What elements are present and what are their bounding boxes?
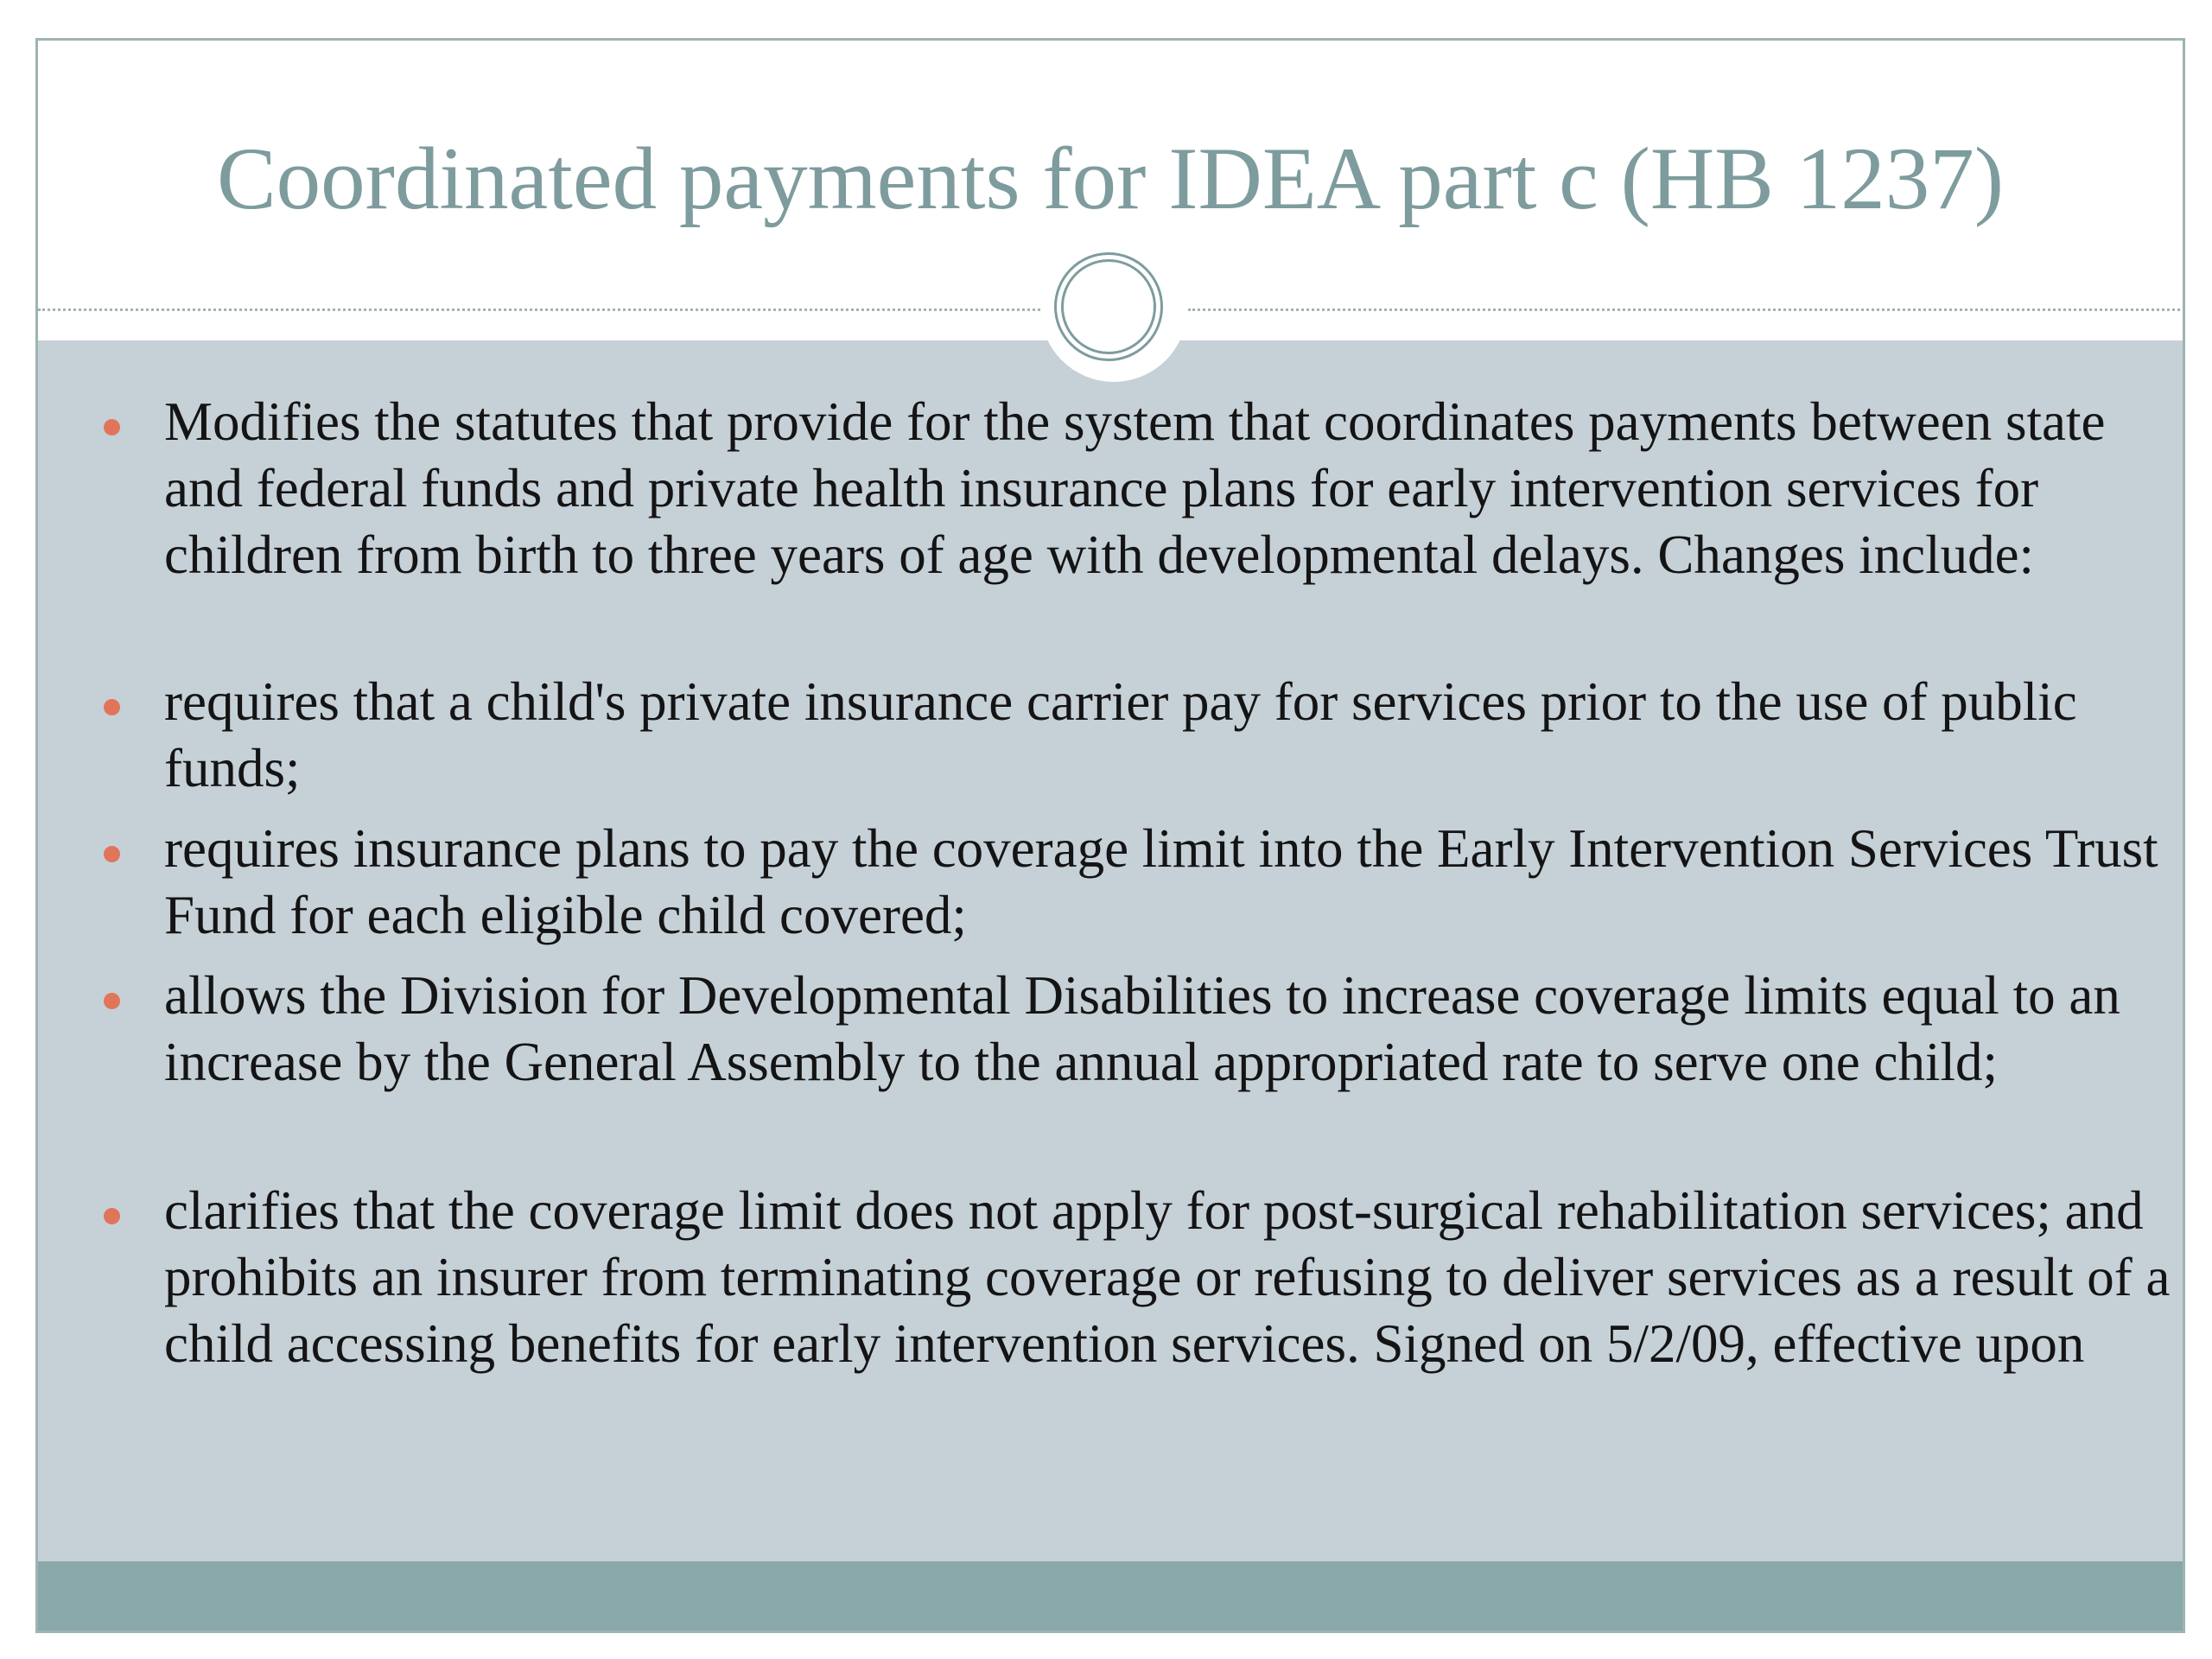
title-divider-right	[1188, 308, 2185, 311]
slide-title: Coordinated payments for IDEA part c (HB 1237)	[216, 130, 2005, 228]
slide	[35, 38, 2185, 1633]
bullet-text: Modifies the statutes that provide for the system that coordinates payments between state and federal funds and private health insurance plans for early intervention services for children from birth to three years of age with developmental delays. Changes include:	[164, 391, 2106, 585]
content-area	[38, 340, 2183, 1561]
bullet-dot-icon	[104, 699, 120, 715]
bullet-text: allows the Division for Developmental Disabilities to increase coverage limits equal to an increase by the General Assembly to the annual appropriated rate to serve one child;	[164, 965, 2120, 1092]
bullet-dot-icon	[104, 1208, 120, 1224]
bullet-dot-icon	[104, 993, 120, 1009]
footer-bar	[38, 1561, 2183, 1633]
title-divider-left	[38, 308, 1040, 311]
circle-ornament-inner-icon	[1061, 259, 1156, 354]
bullet-dot-icon	[104, 846, 120, 862]
bullet-dot-icon	[104, 419, 120, 435]
bullet-text: requires that a child's private insurance carrier pay for services prior to the use of public funds;	[164, 671, 2077, 798]
bullet-text: clarifies that the coverage limit does not apply for post-surgical rehabilitation services; and prohibits an insurer from terminating coverage or refusing to deliver services as a result of a child accessing benefits for early intervention services. Signed on 5/2/09, effective upon	[164, 1180, 2171, 1374]
bullet-text: requires insurance plans to pay the coverage limit into the Early Intervention Services Trust Fund for each eligible child covered;	[164, 818, 2158, 945]
